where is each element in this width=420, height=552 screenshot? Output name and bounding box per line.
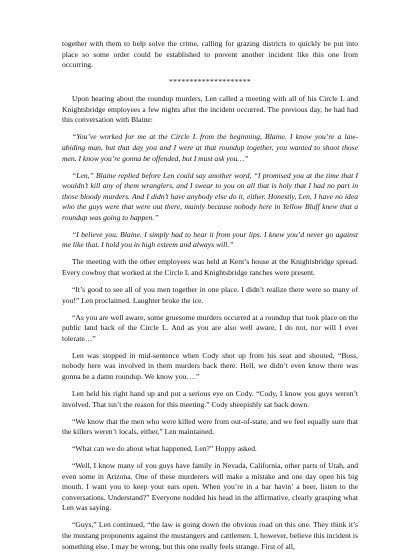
paragraph-flashback-blaine-reply: “Len,” Blaine replied before Len could say another word, “I promised you at the time that I wouldn’t kill any of them wranglers, and I swear to you on all that is holy that I had no part in those bloody murders. And I didn’t have anybody else do it, either. Honestly, Len, I have no idea who the guys were that were out there, mainly because nobody here in Yellow Bluff knew that a roundup was going to happen.” bbox=[62, 170, 358, 222]
paragraph-len-to-cody: Len held his right hand up and put a serious eye on Cody. “Cody, I know you guys weren’t involved. That isn’t the reason for this meeting.” Cody sheepishly sat back down. bbox=[62, 388, 358, 409]
paragraph-meeting-location: The meeting with the other employees was held at Kent’s house at the Knightsbridge spread. Every cowboy that worked at the Circle L and Knightsbridge ranches were present. bbox=[62, 257, 358, 278]
paragraph-keep-ears-open: “Well, I know many of you guys have family in Nevada, California, other parts of Utah, and even some in Arizona. One of these murderers will make a mistake and one day open his big mouth. I want you to keep your ears open. When you’re in a bar havin’ a beer, listen to the conversations. Understand?” Everyone nodded his head in the affirmative, clearly grasping what Len was saying. bbox=[62, 461, 358, 513]
section-separator: ******************** bbox=[169, 77, 251, 87]
paragraph-len-greeting: “It’s good to see all of you men together in one place. I didn’t realize there were so many of you!” Len proclaimed. Laughter broke the ice. bbox=[62, 285, 358, 305]
paragraph-continuation: together with them to help solve the crime, calling for grazing districts to quickly be put into place so some order could be established to prevent another incident like this one from occurring. bbox=[62, 39, 358, 70]
paragraph-law-obvious-road: “Guys,” Len continued, “the law is going down the obvious road on this one. They think it’s the mustang proponents against the mustangers and cattlemen. I, however, believe this incident is something else. I may be wrong, but this one really feels strange. First of all, bbox=[62, 520, 358, 551]
paragraph-hoppy-asks: “What can we do about what happened, Len?” Hoppy asked. bbox=[72, 444, 257, 454]
paragraph-flashback-len-question: “You’ve worked for me at the Circle L from the beginning, Blaine. I know you’re a law-abiding man, but that day you and I were at that roundup together, you wanted to shoot those men. I know you’re gonna be offended, but I must ask you…” bbox=[62, 132, 358, 163]
paragraph-flashback-len-belief: “I believe you, Blaine. I simply had to hear it from your lips. I knew you’d never go against me like that. I hold you in high esteem and always will.” bbox=[62, 229, 358, 250]
paragraph-out-of-state: “We know that the men who were killed were from out-of-state, and we feel equally sure that the killers weren’t locals, either,” Len maintained. bbox=[62, 416, 358, 437]
paragraph-cody-interrupts: Len was stopped in mid-sentence when Cody shot up from his seat and shouted, “Boss, nobody here was involved in them murders back there. Hell, we didn’t even know there was gonna be a damn roundup. We know you….” bbox=[62, 350, 358, 381]
paragraph-len-gruesome-murders: “As you are well aware, some gruesome murders occurred at a roundup that took place on the public land back of the Circle L. And as you are also well aware, I do not, nor will I ever tolerate…” bbox=[62, 312, 358, 343]
paragraph-meeting-intro: Upon hearing about the roundup murders, Len called a meeting with all of his Circle L and Knightsbridge employees a few nights after the incident occurred. The previous day, he had had this conversation with Blaine: bbox=[62, 94, 358, 125]
